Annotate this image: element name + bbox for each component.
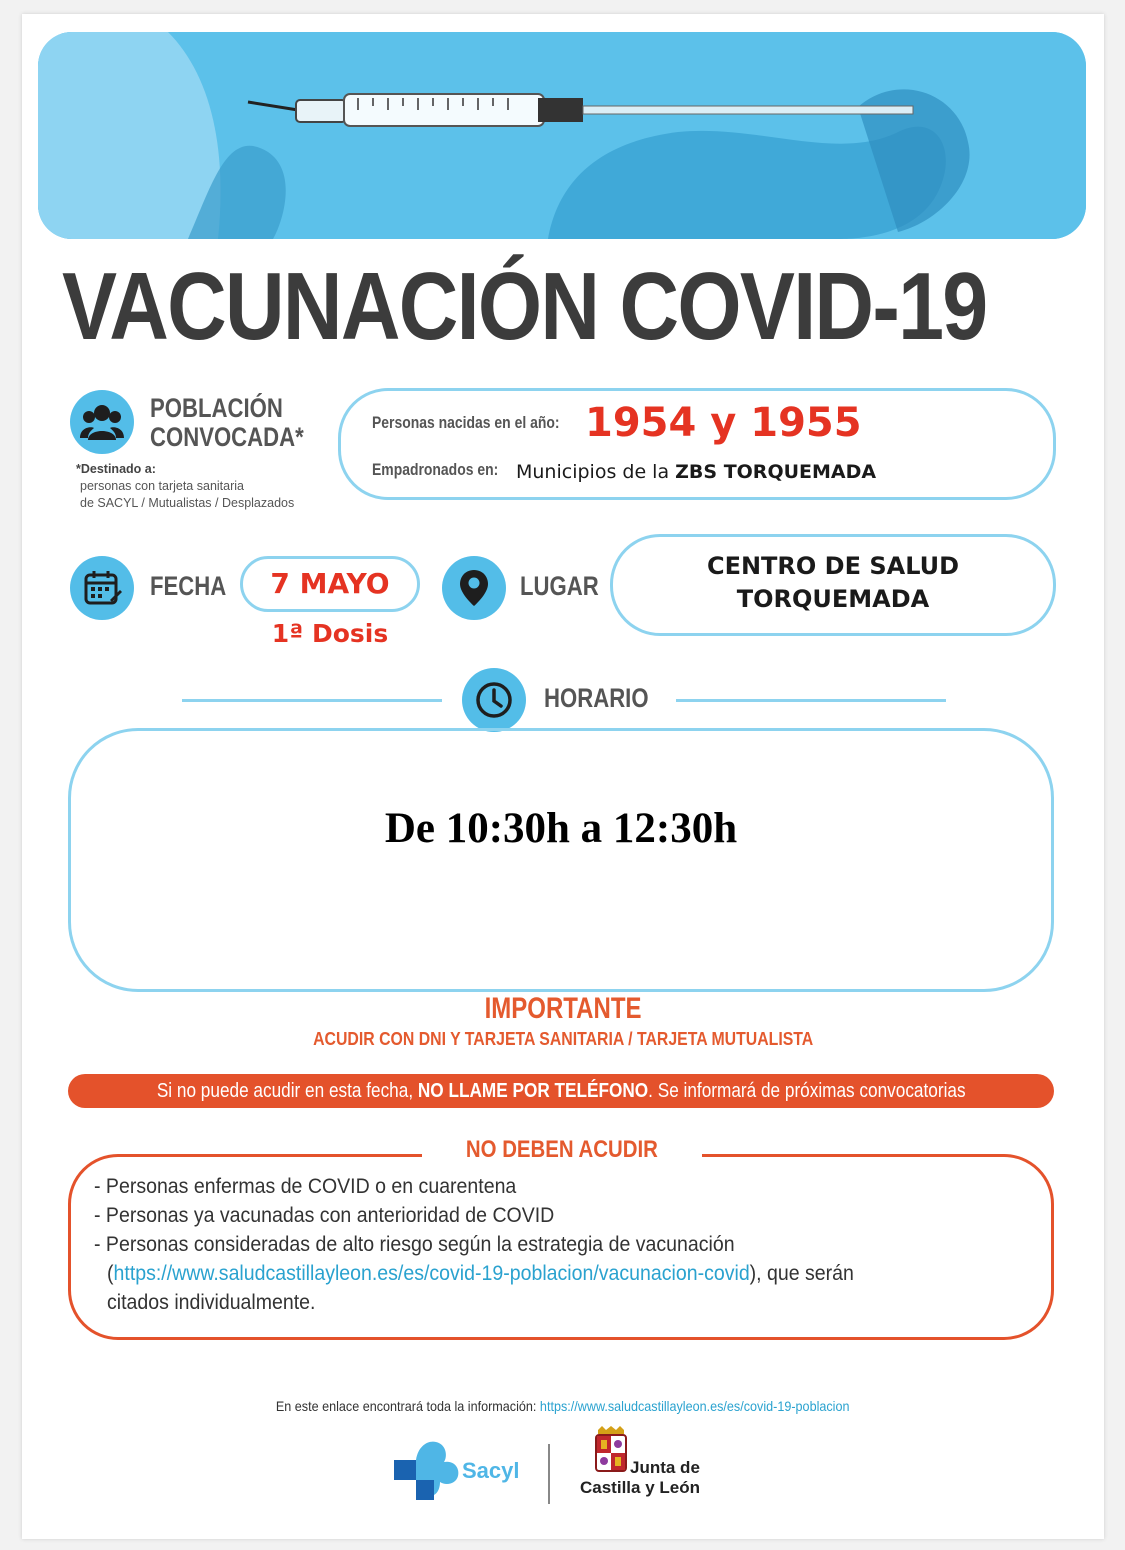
sacyl-text: Sacyl	[462, 1458, 520, 1483]
link-close-text: ), que serán	[749, 1262, 854, 1285]
lugar-line1: CENTRO DE SALUD	[706, 552, 960, 580]
importante-subtitle-text: ACUDIR CON DNI Y TARJETA SANITARIA / TARJETA MUTUALISTA	[312, 1029, 814, 1049]
importante-title-text: IMPORTANTE	[484, 992, 642, 1025]
horario-divider-right	[676, 699, 946, 702]
banner-text	[157, 1074, 966, 1108]
syringe-illustration	[38, 32, 1086, 239]
calendar-icon	[70, 556, 134, 620]
no-deben-item-2: - Personas ya vacunadas con anterioridad de COVID	[94, 1204, 555, 1227]
vacunacion-link[interactable]: https://www.saludcastillayleon.es/es/covid-19-poblacion/vacunacion-covid	[113, 1262, 750, 1285]
no-deben-item-3-link-line	[94, 1259, 959, 1288]
banner-suffix: . Se informará de próximas convocatorias	[647, 1080, 966, 1102]
no-deben-item-3: - Personas consideradas de alto riesgo según la estrategia de vacunación	[94, 1233, 735, 1256]
no-llame-banner	[68, 1074, 1054, 1108]
poblacion-note-line1: personas con tarjeta sanitaria	[80, 479, 244, 493]
empadronados-label: Empadronados en:	[372, 460, 499, 479]
footer-link[interactable]: https://www.saludcastillayleon.es/es/covid-19-poblacion	[540, 1398, 850, 1414]
empadronados-prefix: Municipios de la	[516, 461, 676, 483]
location-pin-icon	[442, 556, 506, 620]
no-deben-item-3-end: citados individualmente.	[107, 1291, 316, 1314]
importante-title	[22, 992, 1104, 1026]
page-title: VACUNACIÓN COVID-19	[62, 253, 987, 360]
castilla-leon-shield-icon	[592, 1426, 630, 1476]
poster	[22, 14, 1104, 1539]
poblacion-heading-line1: POBLACIÓN	[150, 393, 283, 423]
footer-text: En este enlace encontrará toda la información:	[276, 1398, 541, 1414]
logo-divider	[548, 1444, 550, 1504]
banner-strong: NO LLAME POR TELÉFONO	[417, 1080, 648, 1102]
horario-value: De 10:30h a 12:30h	[384, 805, 738, 852]
poblacion-note-heading: *Destinado a:	[76, 462, 156, 476]
no-deben-list	[94, 1172, 1024, 1317]
junta-logo	[574, 1434, 734, 1514]
empadronados-value	[516, 461, 876, 483]
banner-prefix: Si no puede acudir en esta fecha,	[156, 1080, 418, 1102]
link-open-paren: (	[107, 1262, 114, 1285]
sacyl-logo	[394, 1434, 554, 1514]
poblacion-heading-line2: CONVOCADA*	[150, 422, 304, 452]
empadronados-zbs: ZBS TORQUEMADA	[675, 461, 877, 483]
junta-line1: Junta de	[630, 1458, 700, 1477]
horario-box	[68, 728, 1054, 992]
lugar-label: LUGAR	[520, 571, 599, 601]
no-deben-title-text: NO DEBEN ACUDIR	[466, 1136, 658, 1163]
footer-info-text	[276, 1398, 850, 1414]
importante-subtitle	[22, 1029, 1104, 1050]
nacidos-label: Personas nacidas en el año:	[372, 413, 560, 432]
fecha-label: FECHA	[150, 571, 227, 601]
people-icon	[70, 390, 134, 454]
no-deben-item-1: - Personas enfermas de COVID o en cuarentena	[94, 1175, 517, 1198]
horario-divider-left	[182, 699, 442, 702]
footer-info	[22, 1398, 1104, 1414]
nacidos-value: 1954 y 1955	[585, 400, 862, 446]
poblacion-note-line2: de SACYL / Mutualistas / Desplazados	[80, 496, 295, 510]
fecha-value: 7 MAYO	[270, 567, 390, 600]
clock-icon	[462, 668, 526, 732]
syringe-hero-image	[38, 32, 1086, 239]
fecha-dose: 1ª Dosis	[271, 619, 389, 648]
horario-label: HORARIO	[544, 683, 649, 713]
lugar-line2: TORQUEMADA	[736, 585, 930, 613]
no-deben-title	[422, 1136, 702, 1164]
junta-line2: Castilla y León	[580, 1478, 700, 1497]
